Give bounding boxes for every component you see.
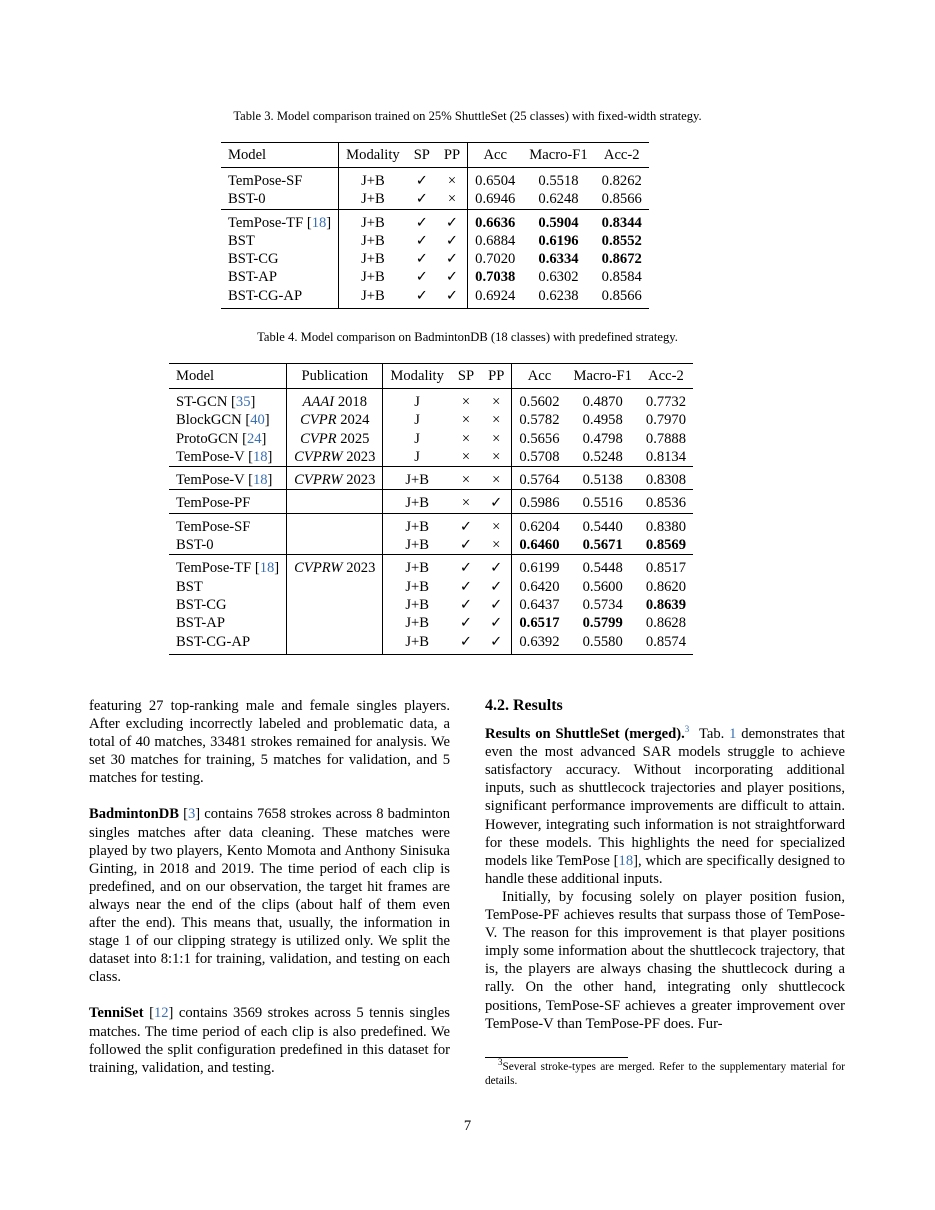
f1-cell: 0.5448 bbox=[567, 555, 639, 578]
model-name: TemPose-SF bbox=[228, 173, 303, 189]
left-paragraph-1: featuring 27 top-ranking male and female singles players. After excluding incorrectly labeled and problematic data, a total of 40 matches, 33481 strokes remained for analysis. We set 30 matches for training, 5 matches for validation, and 5 matches for testing. bbox=[89, 698, 450, 787]
modality-cell: J+B bbox=[339, 287, 407, 309]
table-row bbox=[221, 268, 649, 286]
year: 2023 bbox=[346, 448, 376, 465]
column-header: Model bbox=[169, 364, 287, 389]
publication-cell bbox=[287, 614, 383, 632]
table-row bbox=[169, 513, 693, 536]
pp-cell: ✓ bbox=[481, 633, 512, 655]
badmintondb-title: BadmintonDB bbox=[89, 806, 180, 823]
modality-cell: J+B bbox=[405, 596, 429, 613]
f1-cell: 0.5516 bbox=[567, 490, 639, 513]
model-name: TemPose-TF bbox=[228, 214, 304, 231]
year: 2025 bbox=[340, 430, 370, 447]
acc-cell: 0.5782 bbox=[519, 412, 560, 429]
text: demonstrates that even the most advanced SAR models struggle to achieve satisfactory accuracy. Without incorporating additional inputs, such as shuttlecock trajectories and player positions, significant performance improvements are difficult to attain. However, integrating such information is not straightforward for these models. This highlights the need for specialized models like TemPose bbox=[485, 726, 845, 869]
acc-cell: 0.5764 bbox=[512, 467, 567, 490]
acc2-cell: 0.7970 bbox=[645, 412, 687, 429]
column-header: Modality bbox=[339, 143, 407, 168]
publication-cell bbox=[287, 430, 383, 448]
column-header: Model bbox=[221, 143, 339, 168]
publication-cell bbox=[287, 448, 383, 467]
modality-cell: J+B bbox=[405, 578, 429, 595]
right-column bbox=[485, 697, 845, 1033]
acc-cell: 0.5708 bbox=[519, 448, 560, 465]
column-header: Modality bbox=[383, 364, 451, 389]
model-cell bbox=[169, 633, 287, 655]
f1-cell: 0.5671 bbox=[582, 537, 623, 554]
citation-link[interactable]: 24 bbox=[246, 430, 262, 447]
sp-cell: ✓ bbox=[415, 191, 428, 208]
venue: CVPR bbox=[300, 430, 337, 447]
pp-cell: ✓ bbox=[437, 250, 468, 268]
sp-cell: ✓ bbox=[415, 173, 428, 189]
pp-cell: × bbox=[437, 168, 468, 191]
model-cell bbox=[221, 168, 339, 191]
model-cell bbox=[169, 490, 287, 513]
f1-cell: 0.5138 bbox=[567, 467, 639, 490]
model-cell: TemPose-TF [18] bbox=[221, 209, 339, 232]
sp-cell: × bbox=[461, 394, 471, 410]
sp-cell: ✓ bbox=[415, 269, 428, 286]
table4-caption: Table 4. Model comparison on BadmintonDB (18 classes) with predefined strategy. bbox=[257, 330, 678, 344]
modality-cell: J+B bbox=[405, 615, 429, 632]
model-name: BST-CG-AP bbox=[176, 633, 251, 650]
acc2-cell: 0.8344 bbox=[595, 209, 649, 232]
sp-cell: ✓ bbox=[451, 513, 481, 536]
f1-cell: 0.5904 bbox=[522, 209, 594, 232]
table-row bbox=[169, 411, 693, 429]
acc-cell: 0.6517 bbox=[519, 615, 560, 632]
model-cell: ProtoGCN [24] bbox=[169, 430, 287, 448]
model-name: TemPose-TF bbox=[176, 560, 252, 577]
table-row bbox=[221, 250, 649, 268]
column-header: Macro-F1 bbox=[567, 364, 639, 389]
table-header-row bbox=[221, 143, 649, 168]
publication-cell bbox=[287, 490, 383, 513]
citation-link[interactable]: 18 bbox=[252, 448, 268, 465]
sp-cell: × bbox=[451, 467, 481, 490]
sp-cell: × bbox=[461, 430, 471, 447]
column-header: SP bbox=[407, 143, 437, 168]
modality-cell: J bbox=[414, 412, 420, 429]
model-cell bbox=[169, 578, 287, 596]
table-row bbox=[169, 467, 693, 490]
sp-cell: ✓ bbox=[415, 251, 428, 268]
tenniset-body: contains 3569 strokes across 5 tennis singles matches. The time period of each clip is also predefined. We followed the split configuration predefined in this dataset for training, validation, and testing. bbox=[89, 1005, 450, 1076]
acc-cell: 0.6204 bbox=[512, 513, 567, 536]
table-row bbox=[221, 190, 649, 209]
acc-cell: 0.6420 bbox=[519, 578, 560, 595]
citation-link[interactable]: 18 bbox=[252, 472, 268, 489]
table-row bbox=[169, 389, 693, 412]
publication-cell bbox=[287, 536, 383, 555]
f1-cell: 0.5518 bbox=[538, 173, 579, 189]
pp-cell: × bbox=[481, 430, 512, 448]
table-row bbox=[169, 490, 693, 513]
publication-cell bbox=[287, 633, 383, 655]
model-cell bbox=[221, 287, 339, 309]
citation-link[interactable]: 3 bbox=[187, 806, 196, 823]
model-cell bbox=[221, 232, 339, 250]
sp-cell: ✓ bbox=[407, 209, 437, 232]
f1-cell: 0.6248 bbox=[538, 191, 579, 208]
year: 2023 bbox=[346, 560, 376, 577]
acc2-cell: 0.8536 bbox=[639, 490, 693, 513]
acc2-cell: 0.7732 bbox=[645, 394, 687, 410]
model-cell: TemPose-V [18] bbox=[169, 467, 287, 490]
table3-caption: Table 3. Model comparison trained on 25% ShuttleSet (25 classes) with fixed-width strategy. bbox=[233, 109, 702, 123]
table-row bbox=[169, 578, 693, 596]
citation-link[interactable]: 18 bbox=[311, 214, 327, 231]
sp-cell: ✓ bbox=[459, 596, 473, 613]
f1-cell: 0.6238 bbox=[522, 287, 594, 309]
column-header: SP bbox=[451, 364, 481, 389]
section-heading: 4.2. Results bbox=[485, 697, 563, 714]
venue: CVPRW bbox=[294, 448, 343, 465]
sp-cell: × bbox=[461, 412, 471, 429]
model-name: TemPose-SF bbox=[176, 518, 251, 535]
results-paragraph-2: Initially, by focusing solely on player position fusion, TemPose-PF achieves results that surpass those of TemPose-V. The reason for this improvement is that player positions imply some information about the shuttlecock trajectory, that is, the players are always chasing the shuttlecock during a rally. On the other hand, integrating only shuttlecock positions, TemPose-SF achieves a greater improvement over TemPose-V than TemPose-PF does. Fur- bbox=[485, 888, 845, 1032]
model-name: TemPose-PF bbox=[176, 495, 251, 512]
citation-link[interactable]: 40 bbox=[250, 412, 265, 429]
f1-cell: 0.5600 bbox=[582, 578, 623, 595]
f1-cell: 0.4798 bbox=[582, 430, 623, 447]
model-name: BlockGCN bbox=[176, 412, 242, 429]
tenniset-paragraph: TenniSet [12] contains 3569 strokes across 5 tennis singles matches. The time period of each clip is also predefined. We followed the split configuration predefined in this dataset for training, validation, and testing. bbox=[89, 1005, 450, 1076]
model-name: TemPose-V bbox=[176, 472, 245, 489]
pp-cell: ✓ bbox=[481, 490, 512, 513]
table-row bbox=[169, 596, 693, 614]
footnote bbox=[485, 1057, 845, 1088]
f1-cell: 0.5440 bbox=[567, 513, 639, 536]
citation-link[interactable]: 35 bbox=[235, 394, 251, 410]
footnote-number: 3 bbox=[498, 1057, 503, 1068]
sp-cell: ✓ bbox=[459, 578, 473, 595]
modality-cell: J+B bbox=[383, 633, 451, 655]
model-name: BST bbox=[228, 232, 255, 249]
sp-cell: ✓ bbox=[415, 232, 428, 249]
modality-cell: J+B bbox=[383, 513, 451, 536]
pp-cell: × bbox=[437, 190, 468, 209]
model-cell bbox=[169, 614, 287, 632]
table-row bbox=[221, 287, 649, 309]
acc2-cell: 0.8552 bbox=[601, 232, 642, 249]
acc2-cell: 0.8517 bbox=[639, 555, 693, 578]
pp-cell: ✓ bbox=[437, 287, 468, 309]
sp-cell: × bbox=[461, 448, 471, 465]
modality-cell: J+B bbox=[405, 537, 429, 554]
citation-link[interactable]: 12 bbox=[153, 1005, 169, 1022]
acc2-cell: 0.8569 bbox=[645, 537, 687, 554]
sp-cell: ✓ bbox=[459, 537, 473, 554]
pp-cell: × bbox=[481, 467, 512, 490]
publication-cell bbox=[287, 467, 383, 490]
pp-cell: × bbox=[481, 536, 512, 555]
acc-cell: 0.6636 bbox=[468, 209, 523, 232]
acc2-cell: 0.8134 bbox=[645, 448, 687, 465]
model-name: ProtoGCN bbox=[176, 430, 239, 447]
acc-cell: 0.5602 bbox=[519, 394, 560, 410]
table-ref-link[interactable]: 1 bbox=[729, 726, 737, 743]
acc-cell: 0.6504 bbox=[475, 173, 516, 189]
table-row bbox=[221, 209, 649, 232]
venue: CVPRW bbox=[294, 560, 343, 577]
column-header: Acc-2 bbox=[595, 143, 649, 168]
badmintondb-body: contains 7658 strokes across 8 badminton singles matches after data cleaning. These matches were played by two players, Kento Momota and Anthony Sinisuka Ginting, in 2018 and 2019. The time period of each clip is predefined, and on our observation, the target hit frames are always near the end of the clips (about half of them even after the end). This means that, usually, the information in stage 1 of our clipping strategy is utilized only. We split the dataset into 8:1:1 for training, validation, and testing on each class. bbox=[89, 806, 450, 986]
acc2-cell: 0.8584 bbox=[601, 269, 642, 286]
publication-cell bbox=[287, 578, 383, 596]
citation-link[interactable]: 18 bbox=[618, 852, 634, 869]
table-row bbox=[169, 633, 693, 655]
model-name: BST-CG-AP bbox=[228, 287, 303, 304]
table-header-row bbox=[169, 364, 693, 389]
acc-cell: 0.6884 bbox=[475, 232, 516, 249]
badmintondb-paragraph: BadmintonDB [3] contains 7658 strokes across 8 badminton singles matches after data cleaning. These matches were played by two players, Kento Momota and Anthony Sinisuka Ginting, in 2018 and 2019. The time period of each clip is predefined, and on our observation, the target hit frames are always near the end of the clips (about half of them even after the end). This means that, usually, the information in stage 1 of our clipping strategy is utilized only. We split the dataset into 8:1:1 for training, validation, and testing on each class. bbox=[89, 806, 450, 986]
acc2-cell: 0.8262 bbox=[601, 173, 642, 189]
f1-cell: 0.5248 bbox=[582, 448, 623, 465]
column-header: Acc bbox=[468, 143, 523, 168]
acc2-cell: 0.8566 bbox=[595, 287, 649, 309]
modality-cell: J bbox=[414, 448, 420, 465]
column-header: PP bbox=[481, 364, 512, 389]
column-header: PP bbox=[437, 143, 468, 168]
acc-cell: 0.6946 bbox=[475, 191, 516, 208]
venue: AAAI bbox=[302, 394, 335, 410]
table-row bbox=[169, 555, 693, 578]
model-cell: ST-GCN [35] bbox=[169, 389, 287, 412]
column-header: Acc-2 bbox=[639, 364, 693, 389]
publication-cell bbox=[287, 389, 383, 412]
sp-cell: × bbox=[451, 490, 481, 513]
model-cell bbox=[221, 268, 339, 286]
column-header: Macro-F1 bbox=[522, 143, 594, 168]
f1-cell: 0.6334 bbox=[538, 251, 579, 268]
pp-cell: × bbox=[481, 448, 512, 467]
publication-cell bbox=[287, 411, 383, 429]
model-name: BST bbox=[176, 578, 203, 595]
modality-cell: J+B bbox=[383, 555, 451, 578]
modality-cell: J+B bbox=[383, 490, 451, 513]
model-cell: TemPose-V [18] bbox=[169, 448, 287, 467]
tenniset-title: TenniSet bbox=[89, 1005, 144, 1022]
model-name: BST-AP bbox=[176, 615, 225, 632]
pp-cell: ✓ bbox=[437, 232, 468, 250]
model-cell bbox=[169, 596, 287, 614]
acc-cell: 0.6437 bbox=[519, 596, 560, 613]
f1-cell: 0.5580 bbox=[567, 633, 639, 655]
modality-cell: J+B bbox=[361, 191, 385, 208]
model-cell: TemPose-TF [18] bbox=[169, 555, 287, 578]
table-row bbox=[221, 232, 649, 250]
f1-cell: 0.6196 bbox=[538, 232, 579, 249]
model-cell bbox=[221, 250, 339, 268]
f1-cell: 0.5799 bbox=[582, 615, 623, 632]
model-name: ST-GCN bbox=[176, 394, 228, 410]
model-name: BST-0 bbox=[176, 537, 214, 554]
acc2-cell: 0.8566 bbox=[601, 191, 642, 208]
modality-cell: J+B bbox=[361, 251, 385, 268]
acc2-cell: 0.8628 bbox=[645, 615, 687, 632]
modality-cell: J bbox=[414, 394, 420, 410]
model-name: BST-0 bbox=[228, 191, 266, 208]
acc-cell: 0.6199 bbox=[512, 555, 567, 578]
table-row bbox=[169, 448, 693, 467]
text: Tab. bbox=[698, 726, 725, 743]
f1-cell: 0.6302 bbox=[538, 269, 579, 286]
venue: CVPR bbox=[300, 412, 337, 429]
sp-cell: ✓ bbox=[407, 287, 437, 309]
venue: CVPRW bbox=[294, 472, 343, 489]
pp-cell: × bbox=[481, 411, 512, 429]
acc-cell: 0.6392 bbox=[512, 633, 567, 655]
f1-cell: 0.4870 bbox=[582, 394, 623, 410]
acc-cell: 0.5656 bbox=[519, 430, 560, 447]
results-paragraph-1: Results on ShuttleSet (merged).$^3$ Tab. 1 demonstrates that even the most advanced SAR models struggle to achieve satisfactory accuracy. Without incorporating additional inputs, such as shuttlecock trajectories and player positions, significant performance improvements are difficult to attain. However, integrating such information is not straightforward for these models. This highlights the need for specialized models like TemPose [18], which are specifically designed to handle these additional inputs. bbox=[485, 724, 845, 887]
table4 bbox=[169, 363, 693, 655]
sp-cell: ✓ bbox=[451, 555, 481, 578]
model-name: BST-CG bbox=[176, 596, 227, 613]
modality-cell: J+B bbox=[361, 232, 385, 249]
year: 2018 bbox=[337, 394, 367, 410]
modality-cell: J+B bbox=[383, 467, 451, 490]
acc2-cell: 0.8574 bbox=[639, 633, 693, 655]
model-cell bbox=[169, 513, 287, 536]
footnote-marker[interactable]: 3 bbox=[684, 724, 690, 735]
f1-cell: 0.5734 bbox=[582, 596, 623, 613]
model-cell bbox=[221, 190, 339, 209]
table-row bbox=[169, 430, 693, 448]
model-name: TemPose-V bbox=[176, 448, 245, 465]
acc2-cell: 0.8639 bbox=[645, 596, 687, 613]
model-name: BST-CG bbox=[228, 251, 279, 268]
pp-cell: × bbox=[481, 513, 512, 536]
table-row bbox=[169, 614, 693, 632]
publication-cell bbox=[287, 555, 383, 578]
acc-cell: 0.5986 bbox=[512, 490, 567, 513]
footnote-text: Several stroke-types are merged. Refer to the supplementary material for details. bbox=[485, 1061, 845, 1087]
pp-cell: ✓ bbox=[481, 596, 512, 614]
modality-cell: J bbox=[414, 430, 420, 447]
acc2-cell: 0.8620 bbox=[645, 578, 687, 595]
pp-cell: × bbox=[481, 389, 512, 412]
citation-link[interactable]: 18 bbox=[259, 560, 275, 577]
pp-cell: ✓ bbox=[481, 614, 512, 632]
modality-cell: J+B bbox=[361, 269, 385, 286]
publication-cell bbox=[287, 596, 383, 614]
results-title: Results on ShuttleSet (merged). bbox=[485, 726, 685, 743]
page-number: 7 bbox=[463, 1118, 472, 1134]
text: , which are specifically designed to handle these additional inputs. bbox=[485, 852, 845, 887]
sp-cell: ✓ bbox=[451, 633, 481, 655]
column-header: Publication bbox=[287, 364, 383, 389]
modality-cell: J+B bbox=[339, 209, 407, 232]
acc-cell: 0.7020 bbox=[475, 251, 516, 268]
footnote-rule bbox=[485, 1057, 628, 1058]
pp-cell: ✓ bbox=[481, 578, 512, 596]
acc2-cell: 0.8308 bbox=[639, 467, 693, 490]
left-column bbox=[89, 697, 450, 1077]
acc-cell: 0.6460 bbox=[519, 537, 560, 554]
table-row bbox=[221, 168, 649, 191]
pp-cell: ✓ bbox=[437, 209, 468, 232]
table-row bbox=[169, 536, 693, 555]
model-cell: BlockGCN [40] bbox=[169, 411, 287, 429]
model-name: BST-AP bbox=[228, 269, 277, 286]
publication-cell bbox=[287, 513, 383, 536]
modality-cell: J+B bbox=[361, 173, 385, 189]
acc-cell: 0.7038 bbox=[475, 269, 516, 286]
acc-cell: 0.6924 bbox=[468, 287, 523, 309]
column-header: Acc bbox=[512, 364, 567, 389]
acc2-cell: 0.8380 bbox=[639, 513, 693, 536]
year: 2024 bbox=[340, 412, 370, 429]
pp-cell: ✓ bbox=[437, 268, 468, 286]
table3 bbox=[221, 142, 649, 309]
acc2-cell: 0.8672 bbox=[601, 251, 642, 268]
pp-cell: ✓ bbox=[481, 555, 512, 578]
sp-cell: ✓ bbox=[459, 615, 473, 632]
acc2-cell: 0.7888 bbox=[645, 430, 687, 447]
year: 2023 bbox=[346, 472, 376, 489]
f1-cell: 0.4958 bbox=[582, 412, 623, 429]
model-cell bbox=[169, 536, 287, 555]
